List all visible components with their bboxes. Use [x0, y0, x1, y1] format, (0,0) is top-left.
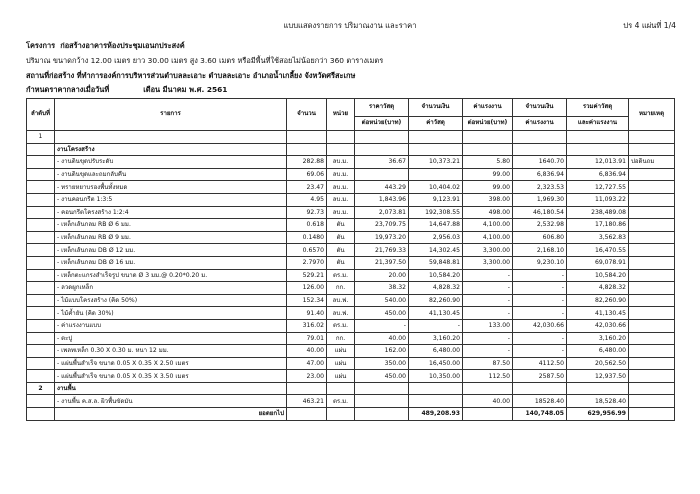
cell-labor-total: [513, 131, 567, 144]
cell-no: [27, 168, 55, 181]
cell-unit: ตัน: [327, 244, 355, 257]
cell-unit: ตร.ม.: [327, 269, 355, 282]
cell-labor-total: -: [513, 294, 567, 307]
cell-unit: กก.: [327, 282, 355, 295]
table-row: [27, 345, 675, 358]
cell-labor-unit-price: 3,300.00: [463, 256, 513, 269]
cell-item: - งานดินขุดและถมกลับคืน: [55, 168, 287, 181]
table-row: [27, 282, 675, 295]
cell-labor-unit-price: 112.50: [463, 370, 513, 383]
cell-qty: [287, 143, 327, 156]
cell-unit: [327, 382, 355, 395]
table-row: [27, 219, 675, 232]
cell-note: [629, 332, 675, 345]
cell-material-total: 10,373.21: [409, 156, 463, 169]
cell-sum-total: 69,078.91: [567, 256, 629, 269]
cell-labor-total: [513, 382, 567, 395]
cell-unit: แผ่น: [327, 357, 355, 370]
cell-item: - ตะปู: [55, 332, 287, 345]
section-row: [27, 143, 675, 156]
cell-labor-total: 42,030.66: [513, 319, 567, 332]
total-label: ยอดยกไป: [55, 408, 287, 421]
cell-labor-total: 18528.40: [513, 395, 567, 408]
cell-material-unit-price: 2,073.81: [355, 206, 409, 219]
cell-labor-total: 6,836.94: [513, 168, 567, 181]
cell-sum-total: 82,260.90: [567, 294, 629, 307]
cell-sum-total: 20,562.50: [567, 357, 629, 370]
cell-material-total: [409, 395, 463, 408]
cell-unit: ลบ.ม.: [327, 206, 355, 219]
cell-material-total: [409, 143, 463, 156]
cell-labor-total: 2,532.98: [513, 219, 567, 232]
cell-material-unit-price: [355, 168, 409, 181]
cell-sum-total: 3,160.20: [567, 332, 629, 345]
cell-note: [629, 345, 675, 358]
cell-material-total: 41,130.45: [409, 307, 463, 320]
cell-qty: 152.34: [287, 294, 327, 307]
cell-sum-total: [567, 382, 629, 395]
table-row: [27, 181, 675, 194]
total-row: [27, 408, 675, 421]
table-row: [27, 395, 675, 408]
cell-unit: กก.: [327, 332, 355, 345]
cell-qty: 92.73: [287, 206, 327, 219]
total-cell-mat-unit: [355, 408, 409, 421]
table-row: [27, 231, 675, 244]
location-line: สถานที่ก่อสร้าง ที่ทำการองค์การบริหารส่วนตำบลละเอาะ ตำบลละเอาะ อำเภอน้ำเกลี้ยง จังหวัดศรีสะเกษ: [26, 71, 356, 80]
table-row: [27, 307, 675, 320]
cell-qty: 282.88: [287, 156, 327, 169]
table-row: [27, 269, 675, 282]
cell-item: - งานดินขุดปรับระดับ: [55, 156, 287, 169]
cell-note: [629, 319, 675, 332]
col-item-header: รายการ: [55, 99, 287, 131]
cell-sum-total: 12,727.55: [567, 181, 629, 194]
col-mat-unit-subheader: ต่อหน่วย(บาท): [355, 117, 409, 131]
cell-labor-total: 2,168.10: [513, 244, 567, 257]
cell-item: - ลวดผูกเหล็ก: [55, 282, 287, 295]
cell-unit: ลบ.ฟ.: [327, 294, 355, 307]
cell-unit: ลบ.ฟ.: [327, 307, 355, 320]
cell-note: [629, 193, 675, 206]
table-row: [27, 319, 675, 332]
cell-labor-unit-price: -: [463, 307, 513, 320]
cell-material-unit-price: [355, 131, 409, 144]
cell-note: [629, 370, 675, 383]
cell-sum-total: [567, 131, 629, 144]
cell-labor-unit-price: [463, 143, 513, 156]
cell-item: - แผ่นพื้นสำเร็จ ขนาด 0.05 X 0.35 X 2.50 เมตร: [55, 357, 287, 370]
cell-qty: 69.06: [287, 168, 327, 181]
cell-labor-unit-price: 498.00: [463, 206, 513, 219]
cell-sum-total: 12,013.91: [567, 156, 629, 169]
table-row: [27, 294, 675, 307]
cell-labor-total: [513, 143, 567, 156]
cell-labor-total: 46,180.54: [513, 206, 567, 219]
cell-note: [629, 395, 675, 408]
cell-item: - งานพื้น ค.ส.ล. ผิวพื้นขัดมัน: [55, 395, 287, 408]
cell-no: [27, 143, 55, 156]
cell-item: - ไม้ค้ำยัน (คิด 30%): [55, 307, 287, 320]
cell-labor-total: 9,230.10: [513, 256, 567, 269]
table-row: [27, 370, 675, 383]
cell-labor-unit-price: 3,300.00: [463, 244, 513, 257]
cell-no: [27, 319, 55, 332]
cell-material-unit-price: 21,769.33: [355, 244, 409, 257]
section-row: [27, 382, 675, 395]
cell-item: - เหล็กเส้นกลม RB Ø 9 มม.: [55, 231, 287, 244]
cell-material-unit-price: 36.67: [355, 156, 409, 169]
cell-labor-unit-price: 5.80: [463, 156, 513, 169]
total-sum: 629,956.99: [567, 408, 629, 421]
cell-unit: ลบ.ม.: [327, 193, 355, 206]
cell-item: - เหล็กตะแกรงสำเร็จรูป ขนาด Ø 3 มม.@ 0.20*0.20 ม.: [55, 269, 287, 282]
cell-unit: ตัน: [327, 256, 355, 269]
cell-qty: 91.40: [287, 307, 327, 320]
cell-no: [27, 332, 55, 345]
cell-note: [629, 282, 675, 295]
cell-no: [27, 395, 55, 408]
col-mat-total-subheader: ค่าวัสดุ: [409, 117, 463, 131]
total-cell-note: [629, 408, 675, 421]
cell-sum-total: 10,584.20: [567, 269, 629, 282]
cell-no: [27, 206, 55, 219]
cell-qty: 47.00: [287, 357, 327, 370]
cell-qty: [287, 382, 327, 395]
cell-labor-unit-price: -: [463, 269, 513, 282]
cell-material-total: 82,260.90: [409, 294, 463, 307]
cell-labor-unit-price: -: [463, 345, 513, 358]
cell-qty: 0.6570: [287, 244, 327, 257]
cell-unit: ตัน: [327, 231, 355, 244]
cell-material-total: 3,160.20: [409, 332, 463, 345]
cell-unit: ตร.ม.: [327, 319, 355, 332]
cell-material-total: [409, 131, 463, 144]
cell-item: - เหล็กเส้นกลม RB Ø 6 มม.: [55, 219, 287, 232]
cell-material-unit-price: 450.00: [355, 370, 409, 383]
cell-labor-unit-price: -: [463, 294, 513, 307]
cell-material-total: -: [409, 319, 463, 332]
cell-unit: ตร.ม.: [327, 395, 355, 408]
col-note-header: หมายเหตุ: [629, 99, 675, 131]
cell-qty: 40.00: [287, 345, 327, 358]
cell-labor-total: -: [513, 345, 567, 358]
col-qty-header: จำนวน: [287, 99, 327, 131]
col-lab-unit-header: ค่าแรงงาน: [463, 99, 513, 117]
cell-material-unit-price: 162.00: [355, 345, 409, 358]
cell-labor-total: -: [513, 269, 567, 282]
cell-material-unit-price: 20.00: [355, 269, 409, 282]
cell-no: [27, 345, 55, 358]
cell-sum-total: 12,937.50: [567, 370, 629, 383]
cell-qty: 23.00: [287, 370, 327, 383]
cell-material-unit-price: 450.00: [355, 307, 409, 320]
table-row: [27, 131, 675, 144]
table-body: [27, 131, 675, 408]
cell-labor-total: -: [513, 307, 567, 320]
cell-sum-total: 41,130.45: [567, 307, 629, 320]
cell-no: [27, 244, 55, 257]
cell-material-total: 10,584.20: [409, 269, 463, 282]
cell-qty: 463.21: [287, 395, 327, 408]
cell-material-total: 10,350.00: [409, 370, 463, 383]
cell-item: - คอนกรีตโครงสร้าง 1:2:4: [55, 206, 287, 219]
cell-note: [629, 143, 675, 156]
total-mat-total: 489,208.93: [409, 408, 463, 421]
total-cell-no: [27, 408, 55, 421]
cell-note: [629, 131, 675, 144]
cell-note: [629, 357, 675, 370]
col-unit-header: หน่วย: [327, 99, 355, 131]
cell-note: [629, 219, 675, 232]
table-row: [27, 244, 675, 257]
cell-sum-total: 4,828.32: [567, 282, 629, 295]
cell-no: [27, 181, 55, 194]
cell-note: [629, 382, 675, 395]
cell-note: [629, 168, 675, 181]
cell-note: [629, 307, 675, 320]
cell-labor-unit-price: [463, 382, 513, 395]
cell-labor-unit-price: 398.00: [463, 193, 513, 206]
cell-no: [27, 357, 55, 370]
boq-table: [26, 98, 675, 421]
cell-sum-total: 17,180.86: [567, 219, 629, 232]
cell-note: [629, 244, 675, 257]
cell-qty: 23.47: [287, 181, 327, 194]
table-row: [27, 206, 675, 219]
total-lab-total: 140,748.05: [513, 408, 567, 421]
cell-material-total: 14,302.45: [409, 244, 463, 257]
cell-item: งานโครงสร้าง: [55, 143, 287, 156]
cell-labor-unit-price: 133.00: [463, 319, 513, 332]
cell-material-total: 4,828.32: [409, 282, 463, 295]
cell-item: - ค่าแรงงานแบบ: [55, 319, 287, 332]
cell-item: - ไม้แบบโครงสร้าง (คิด 50%): [55, 294, 287, 307]
size-line: ปริมาณ ขนาดกว้าง 12.00 เมตร ยาว 30.00 เมตร สูง 3.60 เมตร หรือมีพื้นที่ใช้สอยไม่น้อยกว่า 360 ตารางเมตร: [26, 56, 384, 65]
table-row: [27, 168, 675, 181]
cell-no: [27, 269, 55, 282]
cell-qty: 316.02: [287, 319, 327, 332]
cell-no: [27, 231, 55, 244]
cell-material-total: 59,848.81: [409, 256, 463, 269]
project-value: ก่อสร้างอาคารห้องประชุมเอนกประสงค์: [60, 41, 185, 50]
cell-material-unit-price: 38.32: [355, 282, 409, 295]
cell-material-unit-price: 23,709.75: [355, 219, 409, 232]
cell-no: 1: [27, 131, 55, 144]
cell-unit: ลบ.ม.: [327, 156, 355, 169]
project-label: โครงการ: [26, 41, 56, 50]
cell-item: - เพลทเหล็ก 0.30 X 0.30 ม. หนา 12 มม.: [55, 345, 287, 358]
cell-note: [629, 206, 675, 219]
cell-labor-unit-price: [463, 131, 513, 144]
cell-labor-unit-price: 99.00: [463, 181, 513, 194]
cell-labor-total: 4112.50: [513, 357, 567, 370]
cell-material-unit-price: 40.00: [355, 332, 409, 345]
cell-unit: แผ่น: [327, 370, 355, 383]
col-lab-total-subheader: ค่าแรงงาน: [513, 117, 567, 131]
cell-item: - แผ่นพื้นสำเร็จ ขนาด 0.05 X 0.35 X 3.50 เมตร: [55, 370, 287, 383]
page-number: ปร 4 แผ่นที่ 1/4: [623, 21, 676, 30]
cell-sum-total: [567, 143, 629, 156]
cell-item: - เหล็กเส้นกลม DB Ø 16 มม.: [55, 256, 287, 269]
cell-qty: 0.1480: [287, 231, 327, 244]
cell-material-unit-price: [355, 395, 409, 408]
cell-sum-total: 238,489.08: [567, 206, 629, 219]
total-cell-lab-unit: [463, 408, 513, 421]
table-row: [27, 156, 675, 169]
table-header-row: [27, 99, 675, 117]
cell-labor-total: 606.80: [513, 231, 567, 244]
col-no-header: ลำดับที่: [27, 99, 55, 131]
price-date-line: [26, 84, 227, 96]
cell-no: [27, 219, 55, 232]
cell-unit: [327, 143, 355, 156]
cell-qty: 2.7970: [287, 256, 327, 269]
cell-qty: 0.618: [287, 219, 327, 232]
cell-unit: ตัน: [327, 219, 355, 232]
cell-material-total: [409, 168, 463, 181]
cell-qty: 4.95: [287, 193, 327, 206]
cell-sum-total: 6,836.94: [567, 168, 629, 181]
cell-material-unit-price: [355, 382, 409, 395]
cell-item: งานพื้น: [55, 382, 287, 395]
total-cell-unit: [327, 408, 355, 421]
col-mat-unit-header: ราคาวัสดุ: [355, 99, 409, 117]
cell-no: [27, 370, 55, 383]
cell-labor-total: 1,969.30: [513, 193, 567, 206]
cell-no: [27, 156, 55, 169]
cell-labor-unit-price: 4,100.00: [463, 231, 513, 244]
col-sum-subheader: และค่าแรงงาน: [567, 117, 629, 131]
table-row: [27, 357, 675, 370]
cell-material-unit-price: 443.29: [355, 181, 409, 194]
col-sum-header: รวมค่าวัสดุ: [567, 99, 629, 117]
price-date-value: เดือน มีนาคม พ.ศ. 2561: [143, 85, 228, 94]
cell-labor-unit-price: 99.00: [463, 168, 513, 181]
cell-material-unit-price: -: [355, 319, 409, 332]
cell-material-unit-price: 350.00: [355, 357, 409, 370]
cell-no: [27, 282, 55, 295]
table-row: [27, 193, 675, 206]
cell-labor-unit-price: 40.00: [463, 395, 513, 408]
cell-labor-unit-price: 87.50: [463, 357, 513, 370]
cell-unit: [327, 131, 355, 144]
price-date-label: กำหนดราคากลางเมื่อวันที่: [26, 85, 110, 94]
cell-labor-unit-price: -: [463, 332, 513, 345]
cell-no: [27, 193, 55, 206]
cell-labor-total: 2587.50: [513, 370, 567, 383]
cell-labor-unit-price: -: [463, 282, 513, 295]
cell-sum-total: 6,480.00: [567, 345, 629, 358]
cell-sum-total: 3,562.83: [567, 231, 629, 244]
document-title: แบบแสดงรายการ ปริมาณงาน และราคา: [283, 21, 417, 30]
cell-qty: [287, 131, 327, 144]
cell-item: - เหล็กเส้นกลม DB Ø 12 มม.: [55, 244, 287, 257]
cell-note: [629, 231, 675, 244]
total-cell-qty: [287, 408, 327, 421]
cell-sum-total: 16,470.55: [567, 244, 629, 257]
cell-sum-total: 42,030.66: [567, 319, 629, 332]
cell-material-total: 16,450.00: [409, 357, 463, 370]
cell-note: ปอดินถม: [629, 156, 675, 169]
cell-note: [629, 256, 675, 269]
cell-sum-total: 18,528.40: [567, 395, 629, 408]
cell-note: [629, 269, 675, 282]
cell-no: [27, 294, 55, 307]
cell-unit: ลบ.ม.: [327, 168, 355, 181]
col-lab-unit-subheader: ต่อหน่วย(บาท): [463, 117, 513, 131]
cell-material-total: 2,956.03: [409, 231, 463, 244]
cell-note: [629, 294, 675, 307]
cell-material-unit-price: 21,397.50: [355, 256, 409, 269]
cell-unit: ลบ.ม.: [327, 181, 355, 194]
cell-note: [629, 181, 675, 194]
cell-no: [27, 256, 55, 269]
cell-item: - งานคอนกรีต 1:3:5: [55, 193, 287, 206]
cell-material-total: 14,647.88: [409, 219, 463, 232]
cell-no: [27, 307, 55, 320]
col-lab-total-header: จำนวนเงิน: [513, 99, 567, 117]
cell-labor-total: 1640.70: [513, 156, 567, 169]
cell-material-total: 9,123.91: [409, 193, 463, 206]
cell-no: 2: [27, 382, 55, 395]
cell-labor-total: -: [513, 332, 567, 345]
cell-qty: 126.00: [287, 282, 327, 295]
cell-item: [55, 131, 287, 144]
table-row: [27, 332, 675, 345]
cell-material-unit-price: 1,843.96: [355, 193, 409, 206]
cell-material-total: [409, 382, 463, 395]
col-mat-total-header: จำนวนเงิน: [409, 99, 463, 117]
cell-material-total: 10,404.02: [409, 181, 463, 194]
cell-labor-total: -: [513, 282, 567, 295]
table-row: [27, 256, 675, 269]
cell-labor-unit-price: 4,100.00: [463, 219, 513, 232]
cell-material-unit-price: 540.00: [355, 294, 409, 307]
cell-material-total: 6,480.00: [409, 345, 463, 358]
cell-unit: แผ่น: [327, 345, 355, 358]
project-line: [26, 40, 185, 52]
cell-sum-total: 11,093.22: [567, 193, 629, 206]
cell-qty: 529.21: [287, 269, 327, 282]
cell-labor-total: 2,323.53: [513, 181, 567, 194]
cell-item: - ทรายหยาบรองพื้นทั้งหมด: [55, 181, 287, 194]
cell-qty: 79.01: [287, 332, 327, 345]
cell-material-total: 192,308.55: [409, 206, 463, 219]
cell-material-unit-price: [355, 143, 409, 156]
cell-material-unit-price: 19,973.20: [355, 231, 409, 244]
